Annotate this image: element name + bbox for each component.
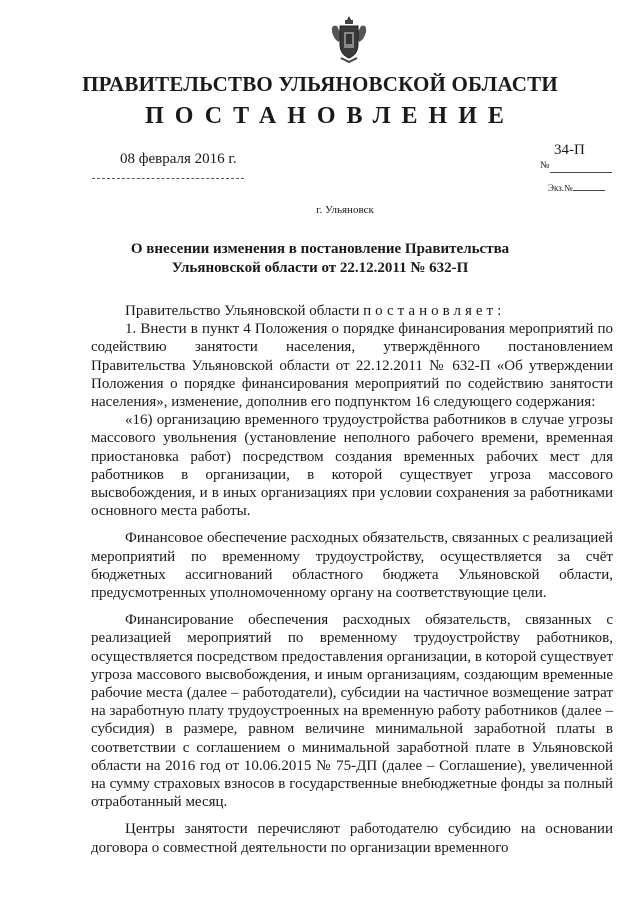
date-underline	[92, 178, 244, 179]
subject-line-2: Ульяновской области от 22.12.2011 № 632-П	[171, 260, 469, 276]
intro-lead: Правительство Ульяновской области	[125, 303, 360, 319]
paragraph-4: Финансирование обеспечения расходных обязательств, связанных с реализацией мероприятий по временному трудоустройству работников, осуществляется посредством предоставления организации, в которой существует угроза массового высвобождения, и иным организациям, создающим временные рабочие места (далее – работодатели), субсидии на частичное возмещение затрат на заработную плату трудоустроенных на временную работу работников (далее – субсидия) в размере, равном величине минимальной заработной платы в соответствии с соглашением о минимальной заработной плате в Ульяновской области на 2016 год от 10.06.2015 № 75-ДП (далее – Соглашение), увеличенной на сумму страховых взносов в государственные внебюджетные фонды за полный отработанный месяц.	[91, 612, 613, 811]
number-label: №	[540, 160, 550, 171]
paragraph-5: Центры занятости перечисляют работодателю субсидию на основании договора о совместной деятельности по организации временного	[91, 821, 613, 856]
subject-line-1: О внесении изменения в постановление Правительства	[130, 241, 510, 257]
paragraph-3: Финансовое обеспечение расходных обязательств, связанных с реализацией мероприятий по временному трудоустройству, осуществляется за счёт бюджетных ассигнований областного бюджета Ульяновской области, предусмотренных уполномоченному органу на соответствующие цели.	[91, 530, 613, 602]
number-underline	[550, 172, 612, 173]
paragraph-2: «16) организацию временного трудоустройства работников в случае угрозы массового увольнения (установление неполного рабочего времени, временная приостановка работ) посредством создания временных рабочих мест для работников в организации, в которой существует угроза массового высвобождения, и в иных организациях при условии сохранения за работниками основного места работы.	[91, 412, 613, 520]
document-body	[91, 302, 613, 857]
document-subject	[0, 240, 640, 278]
paragraph-1: 1. Внести в пункт 4 Положения о порядке финансирования мероприятий по содействию занятости населения, утверждённого постановлением Правительства Ульяновской области от 22.12.2011 № 632-П «Об утверждении Положения о порядке финансирования мероприятий по содействию занятости населения», изменение, дополнив его подпунктом 16 следующего содержания:	[91, 321, 613, 411]
document-number: 34-П	[554, 142, 585, 158]
intro-paragraph	[91, 302, 613, 320]
city: г. Ульяновск	[316, 204, 374, 216]
copy-underline	[573, 190, 605, 191]
coat-of-arms-icon	[329, 14, 369, 64]
intro-verb: постановляет:	[363, 303, 506, 319]
document-type: ПОСТАНОВЛЕНИЕ	[145, 103, 515, 129]
copy-label: Экз.№	[548, 183, 573, 193]
organization-title: ПРАВИТЕЛЬСТВО УЛЬЯНОВСКОЙ ОБЛАСТИ	[82, 72, 558, 96]
copy-number	[548, 183, 605, 193]
document-date: 08 февраля 2016 г.	[120, 151, 237, 167]
